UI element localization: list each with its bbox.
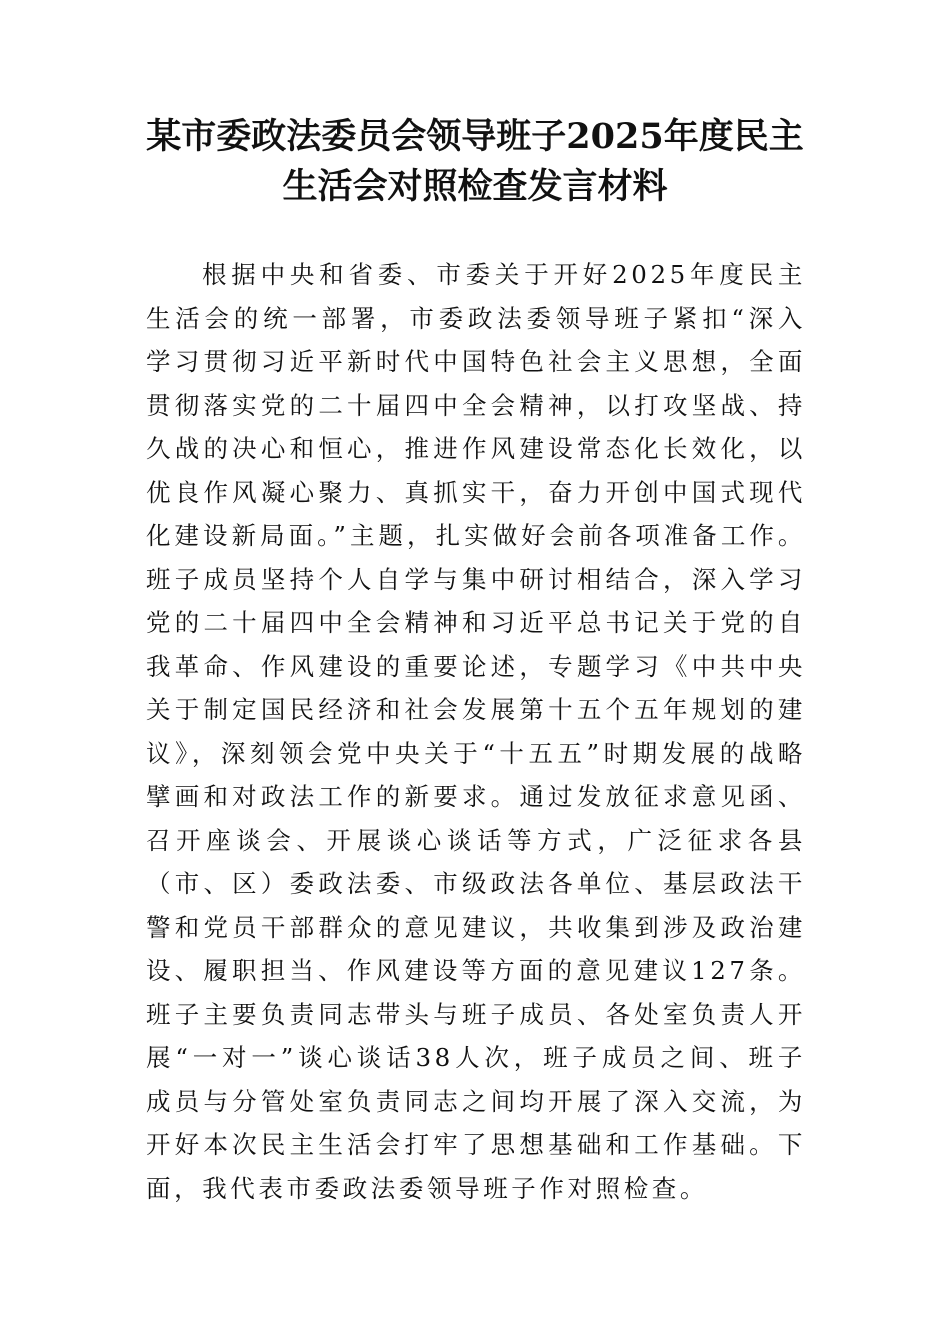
body-paragraph: 根据中央和省委、市委关于开好2025年度民主生活会的统一部署，市委政法委领导班子紧扣“深入学习贯彻习近平新时代中国特色社会主义思想，全面贯彻落实党的二十届四中全会精神，以打攻坚战、持久战的决心和恒心，推进作风建设常态化长效化，以优良作风凝心聚力、真抓实干，奋力开创中国式现代化建设新局面。”主题，扎实做好会前各项准备工作。班子成员坚持个人自学与集中研讨相结合，深入学习党的二十届四中全会精神和习近平总书记关于党的自我革命、作风建设的重要论述，专题学习《中共中央关于制定国民经济和社会发展第十五个五年规划的建议》，深刻领会党中央关于“十五五”时期发展的战略擘画和对政法工作的新要求。通过发放征求意见函、召开座谈会、开展谈心谈话等方式，广泛征求各县（市、区）委政法委、市级政法各单位、基层政法干警和党员干部群众的意见建议，共收集到涉及政治建设、履职担当、作风建设等方面的意见建议127条。班子主要负责同志带头与班子成员、各处室负责人开展“一对一”谈心谈话38人次，班子成员之间、班子成员与分管处室负责同志之间均开展了深入交流，为开好本次民主生活会打牢了思想基础和工作基础。下面，我代表市委政法委领导班子作对照检查。 (146, 260, 806, 1203)
document-title: 某市委政法委员会领导班子2025年度民主生活会对照检查发言材料 (146, 116, 804, 207)
